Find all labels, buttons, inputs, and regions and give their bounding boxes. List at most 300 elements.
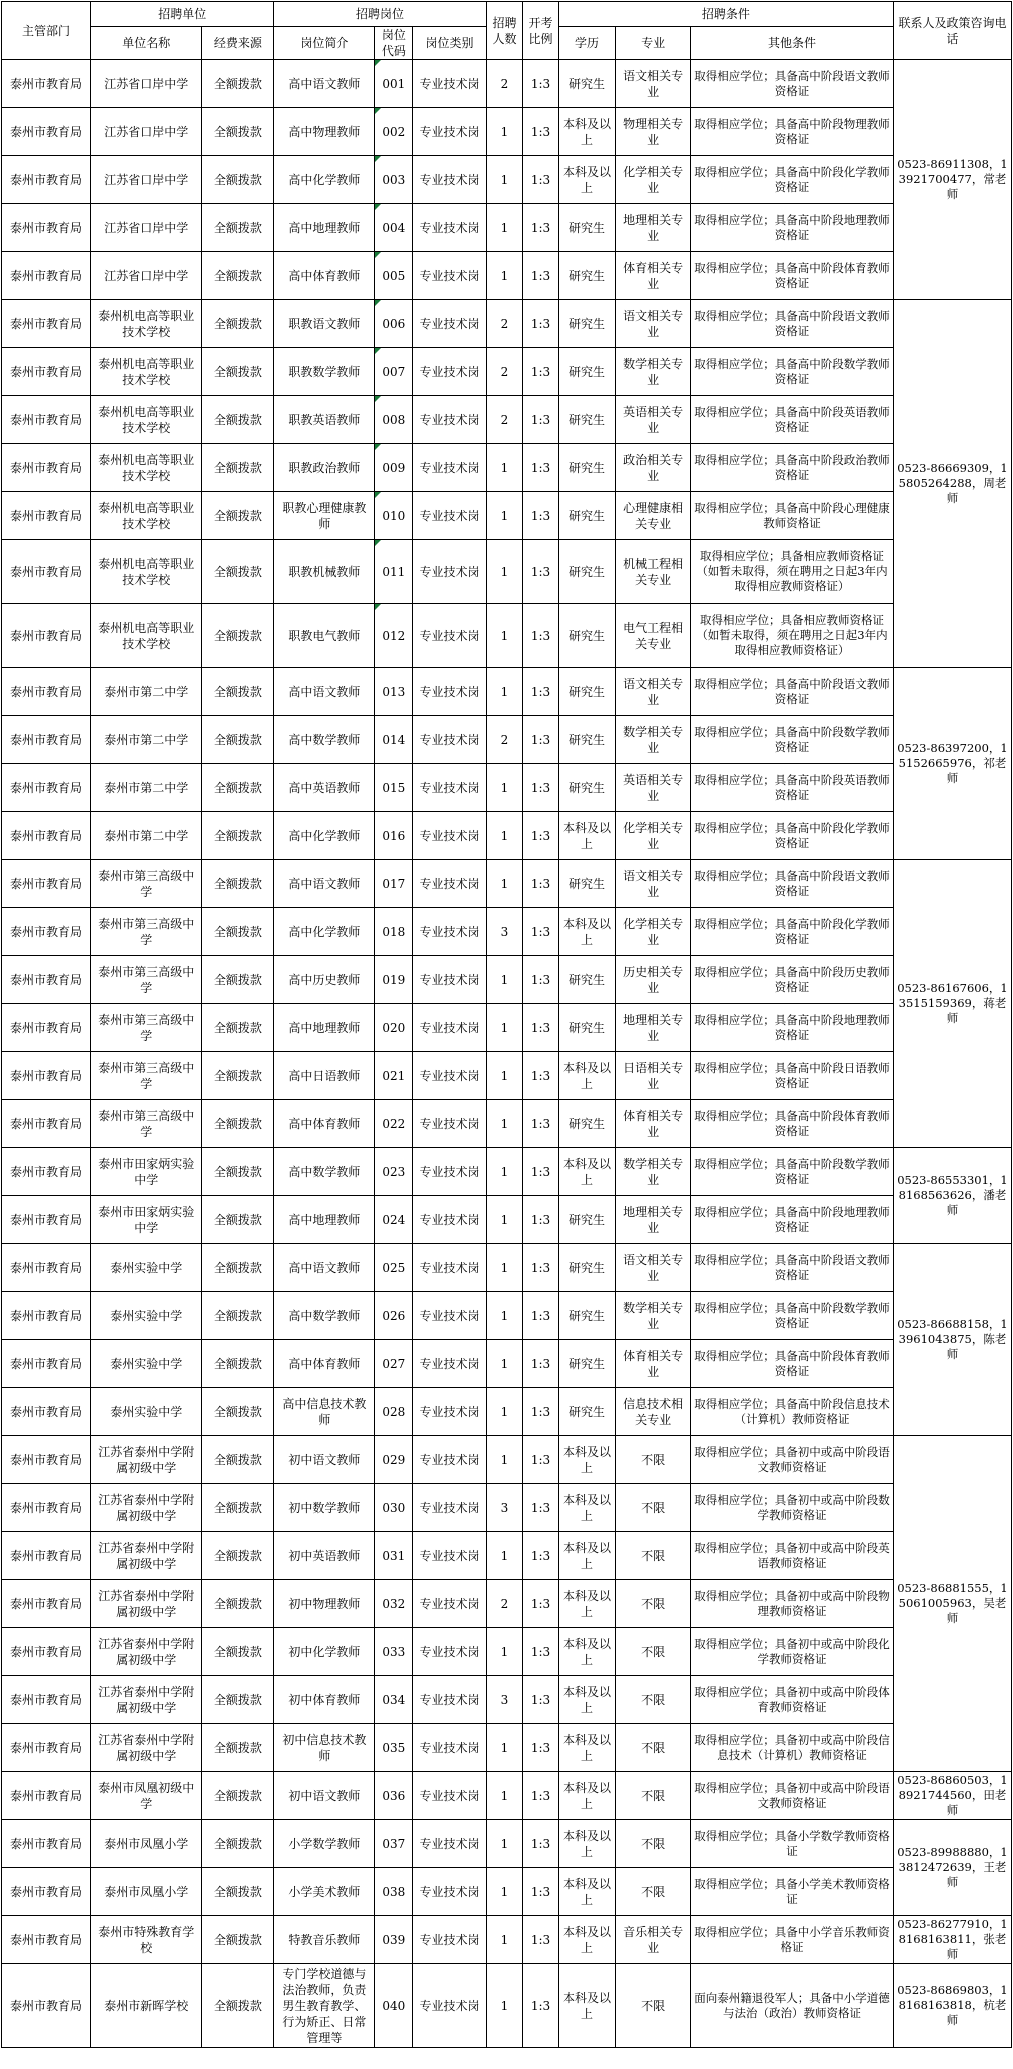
unit-name-cell: 泰州机电高等职业技术学校 [91,540,202,604]
fund-cell: 全额拨款 [202,1004,274,1052]
table-row [2,1436,1012,1484]
post-desc-cell: 专门学校道德与法治教师，负责男生教育教学、行为矫正、日常管理等 [274,1964,375,2048]
other-cond-cell: 取得相应学位；具备初中或高中阶段化学教师资格证 [690,1628,893,1676]
header-post-group: 招聘岗位 [274,2,486,27]
major-cell: 日语相关专业 [616,1052,691,1100]
header-post-desc: 岗位简介 [274,27,375,60]
post-type-cell: 专业技术岗 [413,1148,486,1196]
ratio-cell: 1:3 [523,1916,558,1964]
count-cell: 2 [486,60,523,108]
table-row [2,956,1012,1004]
table-row [2,396,1012,444]
post-desc-cell: 初中数学教师 [274,1484,375,1532]
contact-cell: 0523-86167606，13515159369，蒋老师 [894,860,1012,1148]
post-desc-cell: 高中语文教师 [274,1244,375,1292]
count-cell: 1 [486,1628,523,1676]
post-code-cell: 009 [375,444,413,492]
post-type-cell: 专业技术岗 [413,492,486,540]
fund-cell: 全额拨款 [202,396,274,444]
count-cell: 1 [486,1916,523,1964]
ratio-cell: 1:3 [523,1484,558,1532]
table-body [2,60,1012,2048]
edu-cell: 研究生 [558,668,616,716]
major-cell: 物理相关专业 [616,108,691,156]
post-type-cell: 专业技术岗 [413,908,486,956]
major-cell: 英语相关专业 [616,396,691,444]
post-type-cell: 专业技术岗 [413,1772,486,1820]
table-row [2,1004,1012,1052]
table-row [2,300,1012,348]
unit-name-cell: 江苏省口岸中学 [91,108,202,156]
post-desc-cell: 高中语文教师 [274,860,375,908]
post-desc-cell: 高中语文教师 [274,60,375,108]
major-cell: 信息技术相关专业 [616,1388,691,1436]
count-cell: 1 [486,956,523,1004]
post-desc-cell: 职教心理健康教师 [274,492,375,540]
ratio-cell: 1:3 [523,204,558,252]
major-cell: 语文相关专业 [616,1244,691,1292]
post-type-cell: 专业技术岗 [413,604,486,668]
table-row [2,1388,1012,1436]
count-cell: 3 [486,1676,523,1724]
fund-cell: 全额拨款 [202,1580,274,1628]
contact-cell: 0523-86397200，15152665976，祁老师 [894,668,1012,860]
other-cond-cell: 取得相应学位；具备高中阶段数学教师资格证 [690,1148,893,1196]
ratio-cell: 1:3 [523,604,558,668]
post-desc-cell: 特教音乐教师 [274,1916,375,1964]
ratio-cell: 1:3 [523,812,558,860]
post-code-cell: 010 [375,492,413,540]
dept-cell: 泰州市教育局 [2,60,91,108]
contact-cell: 0523-86553301，18168563626，潘老师 [894,1148,1012,1244]
major-cell: 化学相关专业 [616,812,691,860]
post-type-cell: 专业技术岗 [413,1196,486,1244]
ratio-cell: 1:3 [523,764,558,812]
count-cell: 1 [486,1820,523,1868]
contact-cell: 0523-86881555，15061005963，吴老师 [894,1436,1012,1772]
post-type-cell: 专业技术岗 [413,1244,486,1292]
count-cell: 1 [486,812,523,860]
other-cond-cell: 取得相应学位；具备高中阶段英语教师资格证 [690,764,893,812]
edu-cell: 本科及以上 [558,1436,616,1484]
other-cond-cell: 取得相应学位；具备初中或高中阶段英语教师资格证 [690,1532,893,1580]
count-cell: 1 [486,1100,523,1148]
major-cell: 数学相关专业 [616,716,691,764]
ratio-cell: 1:3 [523,396,558,444]
post-code-cell: 032 [375,1580,413,1628]
ratio-cell: 1:3 [523,1868,558,1916]
major-cell: 地理相关专业 [616,1004,691,1052]
ratio-cell: 1:3 [523,668,558,716]
dept-cell: 泰州市教育局 [2,540,91,604]
post-type-cell: 专业技术岗 [413,668,486,716]
table-row [2,108,1012,156]
post-type-cell: 专业技术岗 [413,1532,486,1580]
other-cond-cell: 取得相应学位；具备高中阶段语文教师资格证 [690,668,893,716]
count-cell: 1 [486,108,523,156]
ratio-cell: 1:3 [523,908,558,956]
post-code-cell: 025 [375,1244,413,1292]
count-cell: 2 [486,396,523,444]
edu-cell: 研究生 [558,492,616,540]
unit-name-cell: 泰州市第三高级中学 [91,908,202,956]
unit-name-cell: 泰州市新晖学校 [91,1964,202,2048]
count-cell: 1 [486,204,523,252]
major-cell: 电气工程相关专业 [616,604,691,668]
dept-cell: 泰州市教育局 [2,1676,91,1724]
post-type-cell: 专业技术岗 [413,1292,486,1340]
fund-cell: 全额拨款 [202,1964,274,2048]
dept-cell: 泰州市教育局 [2,348,91,396]
edu-cell: 本科及以上 [558,1628,616,1676]
table-row [2,1724,1012,1772]
other-cond-cell: 取得相应学位；具备高中阶段数学教师资格证 [690,348,893,396]
unit-name-cell: 泰州市凤凰初级中学 [91,1772,202,1820]
post-desc-cell: 初中英语教师 [274,1532,375,1580]
count-cell: 1 [486,1532,523,1580]
edu-cell: 研究生 [558,396,616,444]
other-cond-cell: 取得相应学位；具备高中阶段语文教师资格证 [690,860,893,908]
fund-cell: 全额拨款 [202,108,274,156]
post-type-cell: 专业技术岗 [413,1724,486,1772]
post-type-cell: 专业技术岗 [413,764,486,812]
ratio-cell: 1:3 [523,1820,558,1868]
major-cell: 不限 [616,1868,691,1916]
table-row [2,60,1012,108]
post-type-cell: 专业技术岗 [413,444,486,492]
unit-name-cell: 泰州市第三高级中学 [91,1004,202,1052]
table-row [2,156,1012,204]
post-type-cell: 专业技术岗 [413,300,486,348]
dept-cell: 泰州市教育局 [2,764,91,812]
edu-cell: 本科及以上 [558,1676,616,1724]
fund-cell: 全额拨款 [202,204,274,252]
edu-cell: 本科及以上 [558,1820,616,1868]
table-row [2,204,1012,252]
count-cell: 2 [486,348,523,396]
contact-cell: 0523-89988880，13812472639，王老师 [894,1820,1012,1916]
unit-name-cell: 泰州市第二中学 [91,668,202,716]
post-desc-cell: 职教数学教师 [274,348,375,396]
other-cond-cell: 取得相应学位；具备高中阶段日语教师资格证 [690,1052,893,1100]
fund-cell: 全额拨款 [202,812,274,860]
post-type-cell: 专业技术岗 [413,812,486,860]
post-code-cell: 011 [375,540,413,604]
major-cell: 不限 [616,1772,691,1820]
table-row [2,1580,1012,1628]
table-row [2,1148,1012,1196]
dept-cell: 泰州市教育局 [2,1292,91,1340]
post-code-cell: 004 [375,204,413,252]
fund-cell: 全额拨款 [202,540,274,604]
count-cell: 1 [486,1436,523,1484]
post-desc-cell: 高中信息技术教师 [274,1388,375,1436]
contact-cell: 0523-86688158，13961043875，陈老师 [894,1244,1012,1436]
unit-name-cell: 泰州机电高等职业技术学校 [91,300,202,348]
count-cell: 1 [486,860,523,908]
edu-cell: 研究生 [558,604,616,668]
edu-cell: 本科及以上 [558,1484,616,1532]
post-desc-cell: 高中历史教师 [274,956,375,1004]
unit-name-cell: 泰州市第二中学 [91,764,202,812]
other-cond-cell: 取得相应学位；具备高中阶段化学教师资格证 [690,156,893,204]
ratio-cell: 1:3 [523,1388,558,1436]
edu-cell: 研究生 [558,60,616,108]
unit-name-cell: 泰州市田家炳实验中学 [91,1148,202,1196]
dept-cell: 泰州市教育局 [2,1964,91,2048]
count-cell: 1 [486,1004,523,1052]
post-type-cell: 专业技术岗 [413,156,486,204]
post-code-cell: 013 [375,668,413,716]
ratio-cell: 1:3 [523,1676,558,1724]
post-code-cell: 019 [375,956,413,1004]
edu-cell: 研究生 [558,252,616,300]
dept-cell: 泰州市教育局 [2,1340,91,1388]
ratio-cell: 1:3 [523,1628,558,1676]
edu-cell: 本科及以上 [558,1724,616,1772]
post-type-cell: 专业技术岗 [413,1868,486,1916]
unit-name-cell: 泰州机电高等职业技术学校 [91,604,202,668]
edu-cell: 研究生 [558,1292,616,1340]
edu-cell: 本科及以上 [558,1532,616,1580]
header-unit-name: 单位名称 [91,27,202,60]
table-row [2,764,1012,812]
dept-cell: 泰州市教育局 [2,1484,91,1532]
post-type-cell: 专业技术岗 [413,1676,486,1724]
edu-cell: 研究生 [558,348,616,396]
major-cell: 英语相关专业 [616,764,691,812]
post-code-cell: 008 [375,396,413,444]
recruitment-table [1,1,1012,2048]
table-row [2,1100,1012,1148]
post-desc-cell: 初中体育教师 [274,1676,375,1724]
unit-name-cell: 江苏省泰州中学附属初级中学 [91,1724,202,1772]
contact-cell: 0523-86669309，15805264288，周老师 [894,300,1012,668]
major-cell: 机械工程相关专业 [616,540,691,604]
fund-cell: 全额拨款 [202,1532,274,1580]
table-row [2,1340,1012,1388]
dept-cell: 泰州市教育局 [2,1052,91,1100]
count-cell: 1 [486,1340,523,1388]
unit-name-cell: 江苏省泰州中学附属初级中学 [91,1676,202,1724]
count-cell: 1 [486,444,523,492]
post-desc-cell: 小学美术教师 [274,1868,375,1916]
unit-name-cell: 泰州机电高等职业技术学校 [91,396,202,444]
post-desc-cell: 高中数学教师 [274,716,375,764]
major-cell: 不限 [616,1484,691,1532]
table-row [2,492,1012,540]
post-code-cell: 038 [375,1868,413,1916]
post-code-cell: 001 [375,60,413,108]
post-type-cell: 专业技术岗 [413,1580,486,1628]
post-code-cell: 022 [375,1100,413,1148]
fund-cell: 全额拨款 [202,860,274,908]
count-cell: 1 [486,668,523,716]
table-row [2,1868,1012,1916]
post-desc-cell: 高中语文教师 [274,668,375,716]
fund-cell: 全额拨款 [202,1052,274,1100]
count-cell: 1 [486,1388,523,1436]
fund-cell: 全额拨款 [202,1196,274,1244]
header-fund: 经费来源 [202,27,274,60]
post-code-cell: 034 [375,1676,413,1724]
fund-cell: 全额拨款 [202,1148,274,1196]
table-row [2,348,1012,396]
edu-cell: 本科及以上 [558,1580,616,1628]
major-cell: 语文相关专业 [616,300,691,348]
major-cell: 体育相关专业 [616,252,691,300]
fund-cell: 全额拨款 [202,1340,274,1388]
unit-name-cell: 江苏省泰州中学附属初级中学 [91,1484,202,1532]
dept-cell: 泰州市教育局 [2,252,91,300]
contact-cell: 0523-86860503，18921744560，田老师 [894,1772,1012,1820]
table-row [2,444,1012,492]
dept-cell: 泰州市教育局 [2,1100,91,1148]
post-type-cell: 专业技术岗 [413,1340,486,1388]
fund-cell: 全额拨款 [202,956,274,1004]
major-cell: 化学相关专业 [616,156,691,204]
major-cell: 不限 [616,1628,691,1676]
dept-cell: 泰州市教育局 [2,204,91,252]
table-row [2,812,1012,860]
post-desc-cell: 高中数学教师 [274,1292,375,1340]
dept-cell: 泰州市教育局 [2,956,91,1004]
post-type-cell: 专业技术岗 [413,108,486,156]
post-code-cell: 036 [375,1772,413,1820]
post-type-cell: 专业技术岗 [413,60,486,108]
other-cond-cell: 面向泰州籍退役军人；具备中小学道德与法治（政治）教师资格证 [690,1964,893,2048]
other-cond-cell: 取得相应学位；具备初中或高中阶段物理教师资格证 [690,1580,893,1628]
major-cell: 数学相关专业 [616,1292,691,1340]
post-desc-cell: 初中物理教师 [274,1580,375,1628]
contact-cell: 0523-86277910，18168163811，张老师 [894,1916,1012,1964]
edu-cell: 研究生 [558,300,616,348]
fund-cell: 全额拨款 [202,764,274,812]
fund-cell: 全额拨款 [202,1724,274,1772]
header-post-type: 岗位类别 [413,27,486,60]
other-cond-cell: 取得相应学位；具备高中阶段语文教师资格证 [690,60,893,108]
major-cell: 音乐相关专业 [616,1916,691,1964]
edu-cell: 研究生 [558,764,616,812]
fund-cell: 全额拨款 [202,300,274,348]
unit-name-cell: 江苏省口岸中学 [91,156,202,204]
post-code-cell: 024 [375,1196,413,1244]
other-cond-cell: 取得相应学位；具备高中阶段政治教师资格证 [690,444,893,492]
edu-cell: 本科及以上 [558,1964,616,2048]
other-cond-cell: 取得相应学位；具备高中阶段英语教师资格证 [690,396,893,444]
other-cond-cell: 取得相应学位；具备相应教师资格证（如暂未取得，须在聘用之日起3年内取得相应教师资格证） [690,540,893,604]
header-dept: 主管部门 [2,2,91,60]
fund-cell: 全额拨款 [202,444,274,492]
other-cond-cell: 取得相应学位；具备高中阶段体育教师资格证 [690,1100,893,1148]
fund-cell: 全额拨款 [202,492,274,540]
major-cell: 化学相关专业 [616,908,691,956]
header-major: 专业 [616,27,691,60]
dept-cell: 泰州市教育局 [2,1772,91,1820]
dept-cell: 泰州市教育局 [2,1724,91,1772]
dept-cell: 泰州市教育局 [2,444,91,492]
post-type-cell: 专业技术岗 [413,396,486,444]
count-cell: 2 [486,300,523,348]
other-cond-cell: 取得相应学位；具备高中阶段化学教师资格证 [690,908,893,956]
unit-name-cell: 泰州市第三高级中学 [91,1052,202,1100]
count-cell: 1 [486,1964,523,2048]
edu-cell: 本科及以上 [558,1772,616,1820]
post-code-cell: 027 [375,1340,413,1388]
edu-cell: 研究生 [558,716,616,764]
count-cell: 1 [486,252,523,300]
dept-cell: 泰州市教育局 [2,1628,91,1676]
table-row [2,1532,1012,1580]
post-code-cell: 016 [375,812,413,860]
ratio-cell: 1:3 [523,1148,558,1196]
post-code-cell: 002 [375,108,413,156]
post-desc-cell: 初中信息技术教师 [274,1724,375,1772]
dept-cell: 泰州市教育局 [2,1916,91,1964]
table-row [2,1052,1012,1100]
ratio-cell: 1:3 [523,956,558,1004]
other-cond-cell: 取得相应学位；具备初中或高中阶段体育教师资格证 [690,1676,893,1724]
fund-cell: 全额拨款 [202,716,274,764]
fund-cell: 全额拨款 [202,60,274,108]
edu-cell: 研究生 [558,1244,616,1292]
other-cond-cell: 取得相应学位；具备中小学音乐教师资格证 [690,1916,893,1964]
dept-cell: 泰州市教育局 [2,1532,91,1580]
post-desc-cell: 高中化学教师 [274,908,375,956]
post-code-cell: 033 [375,1628,413,1676]
fund-cell: 全额拨款 [202,1484,274,1532]
major-cell: 体育相关专业 [616,1340,691,1388]
ratio-cell: 1:3 [523,300,558,348]
count-cell: 1 [486,1724,523,1772]
unit-name-cell: 泰州市第二中学 [91,812,202,860]
fund-cell: 全额拨款 [202,908,274,956]
ratio-cell: 1:3 [523,60,558,108]
major-cell: 数学相关专业 [616,348,691,396]
dept-cell: 泰州市教育局 [2,1196,91,1244]
post-type-cell: 专业技术岗 [413,716,486,764]
table-row [2,252,1012,300]
major-cell: 数学相关专业 [616,1148,691,1196]
table-row [2,668,1012,716]
dept-cell: 泰州市教育局 [2,1820,91,1868]
ratio-cell: 1:3 [523,348,558,396]
dept-cell: 泰州市教育局 [2,1580,91,1628]
unit-name-cell: 江苏省泰州中学附属初级中学 [91,1532,202,1580]
edu-cell: 研究生 [558,540,616,604]
major-cell: 语文相关专业 [616,860,691,908]
post-code-cell: 005 [375,252,413,300]
post-type-cell: 专业技术岗 [413,540,486,604]
ratio-cell: 1:3 [523,540,558,604]
post-desc-cell: 高中数学教师 [274,1148,375,1196]
fund-cell: 全额拨款 [202,1436,274,1484]
major-cell: 语文相关专业 [616,668,691,716]
dept-cell: 泰州市教育局 [2,1148,91,1196]
edu-cell: 研究生 [558,1100,616,1148]
count-cell: 3 [486,1484,523,1532]
post-desc-cell: 初中语文教师 [274,1772,375,1820]
post-desc-cell: 职教政治教师 [274,444,375,492]
dept-cell: 泰州市教育局 [2,668,91,716]
unit-name-cell: 江苏省口岸中学 [91,252,202,300]
header-count: 招聘人数 [486,2,523,60]
table-row [2,1628,1012,1676]
table-row [2,860,1012,908]
count-cell: 1 [486,604,523,668]
dept-cell: 泰州市教育局 [2,1868,91,1916]
post-desc-cell: 职教英语教师 [274,396,375,444]
